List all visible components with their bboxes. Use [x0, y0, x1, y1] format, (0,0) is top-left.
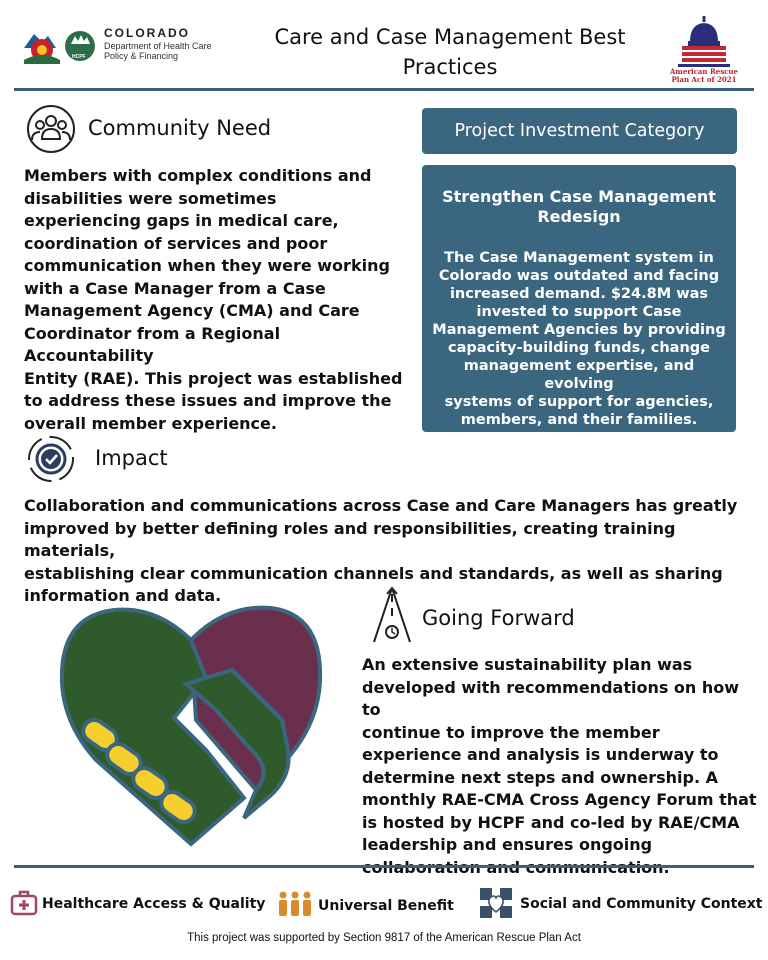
logo-badge-text: HCPF — [72, 54, 86, 60]
page-title — [240, 22, 660, 82]
impact-target-check-icon — [26, 434, 76, 484]
logo-department-name: Department of Health Care Policy & Financing — [104, 41, 212, 61]
text-line: members, and their families. — [460, 412, 698, 428]
text-line: increased demand. $24.8M was — [449, 286, 709, 302]
footer-healthcare-access: Healthcare Access & Quality — [42, 896, 266, 912]
text-line: systems of support for agencies, — [444, 394, 714, 410]
header-divider — [14, 88, 754, 91]
category-body — [432, 249, 726, 429]
text-line: Management Agency (CMA) and Care — [24, 301, 360, 320]
text-line: Management Agencies by providing — [432, 322, 726, 338]
impact-heading: Impact — [95, 446, 168, 470]
text-line: Collaboration and communications across Case and Care Managers has greatly — [24, 496, 738, 515]
text-line: continue to improve the member — [362, 722, 660, 742]
text-line: invested to support Case — [476, 304, 682, 320]
title-line-1: Care and Case Management Best — [274, 25, 626, 49]
arp-caption-1: American Rescue — [670, 67, 738, 76]
footer-divider — [14, 865, 754, 868]
text-line: An extensive sustainability plan was — [362, 655, 693, 674]
text-line: Colorado was outdated and facing — [438, 268, 720, 284]
text-line: information and data. — [24, 586, 222, 605]
colorado-c-logo-icon — [22, 26, 100, 66]
project-investment-category-heading: Project Investment Category — [422, 108, 737, 154]
text-line: establishing clear communication channels and standards, as well as sharing — [24, 563, 723, 583]
footer-social-community-context: Social and Community Context — [520, 896, 763, 912]
title-line-2: Practices — [402, 55, 498, 79]
going-forward-heading: Going Forward — [422, 606, 575, 630]
text-line: leadership and ensures ongoing — [362, 835, 653, 854]
funding-note: This project was supported by Section 9817 of the American Rescue Plan Act — [187, 932, 581, 944]
community-group-icon — [26, 104, 76, 154]
text-line: to address these issues and improve the — [24, 391, 392, 410]
text-line: disabilities were sometimes — [24, 188, 277, 208]
community-heart-hands-icon — [478, 886, 514, 920]
text-line: improved by better defining roles and responsibilities, creating training materials, — [24, 518, 676, 560]
text-line: monthly RAE-CMA Cross Agency Forum that — [362, 790, 757, 809]
text-line: coordination of services and poor — [24, 233, 328, 253]
text-line: developed with recommendations on how to — [362, 677, 740, 719]
category-info-box — [422, 165, 736, 432]
text-line: experiencing gaps in medical care, — [24, 211, 339, 230]
text-line: Entity (RAE). This project was established — [24, 368, 403, 388]
capitol-dome-icon — [668, 14, 740, 68]
logo-word-colorado: COLORADO — [104, 26, 190, 40]
text-line: experience and analysis is underway to — [362, 745, 719, 764]
text-line: Members with complex conditions and — [24, 166, 372, 185]
colorado-hcpf-logo — [22, 26, 222, 66]
going-forward-text — [362, 654, 760, 879]
text-line: management expertise, and evolving — [463, 358, 695, 392]
text-line: communication when they were working — [24, 256, 390, 275]
heart-handshake-icon — [56, 600, 326, 848]
medical-kit-icon — [10, 890, 38, 916]
text-line: overall member experience. — [24, 413, 277, 433]
arp-caption-2: Plan Act of 2021 — [671, 75, 737, 84]
category-title — [432, 187, 726, 227]
text-line: is hosted by HCPF and co-led by RAE/CMA — [362, 812, 740, 832]
text-line: Coordinator from a Regional Accountability — [24, 323, 281, 365]
community-need-heading: Community Need — [88, 116, 272, 140]
category-title-line: Redesign — [537, 207, 621, 226]
american-rescue-plan-logo — [668, 14, 740, 84]
text-line: with a Case Manager from a Case — [24, 278, 326, 298]
text-line: capacity-building funds, change — [447, 340, 710, 356]
category-title-line: Strengthen Case Management — [442, 187, 716, 206]
text-line: determine next steps and ownership. A — [362, 767, 719, 787]
road-forward-icon — [370, 586, 414, 644]
footer-universal-benefit: Universal Benefit — [318, 898, 454, 914]
community-need-text — [24, 165, 414, 435]
text-line: The Case Management system in — [444, 250, 714, 266]
people-group-icon — [277, 890, 313, 918]
